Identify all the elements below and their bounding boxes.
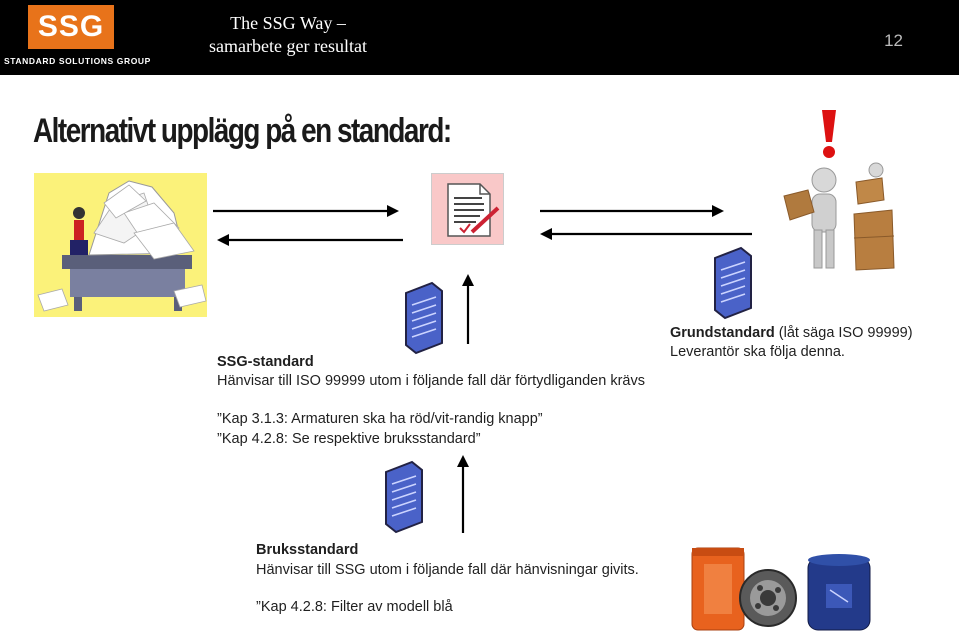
tagline-line-2: samarbete ger resultat	[209, 36, 367, 56]
grundstandard-line-2: Leverantör ska följa denna.	[670, 344, 845, 360]
page-number: 12	[884, 31, 903, 50]
tagline-line-1: The SSG Way –	[230, 13, 346, 33]
bruksstandard-kap: ”Kap 4.2.8: Filter av modell blå	[256, 599, 453, 615]
figure-drawing	[784, 160, 900, 275]
document-icon-lower	[384, 462, 424, 532]
up-arrow-icon	[461, 274, 475, 344]
ssg-logo	[28, 5, 114, 49]
tagline	[178, 12, 398, 58]
arrow-left-bottom-left	[217, 233, 403, 247]
grundstandard-line-1	[670, 324, 913, 343]
ssg-kap-1: ”Kap 3.1.3: Armaturen ska ha röd/vit-randig knapp”	[217, 411, 543, 427]
exclamation-icon	[816, 110, 842, 160]
grundstandard-heading: Grundstandard	[670, 325, 775, 341]
checklist-document-icon	[431, 173, 504, 245]
oil-filters-drawing	[690, 540, 880, 634]
paper-pile-icon	[34, 173, 207, 317]
ssg-kap-2: ”Kap 4.2.8: Se respektive bruksstandard”	[217, 431, 481, 447]
arrow-right-top-right	[540, 204, 724, 218]
logo-subtitle: STANDARD SOLUTIONS GROUP	[4, 56, 151, 66]
header-bar	[0, 0, 959, 75]
bruksstandard-line-2: Hänvisar till SSG utom i följande fall där hänvisningar givits.	[256, 562, 639, 578]
paper-pile-drawing	[34, 173, 207, 317]
document-icon-right	[713, 248, 753, 318]
checklist-drawing	[432, 174, 505, 246]
arrow-right-top-left	[213, 204, 399, 218]
up-arrow-icon-lower	[456, 455, 470, 533]
arrow-left-bottom-right	[540, 227, 752, 241]
ssg-standard-line-2: Hänvisar till ISO 99999 utom i följande fall där förtydliganden krävs	[217, 373, 645, 389]
oil-filters-icon	[690, 540, 880, 634]
grundstandard-heading-suffix: (låt säga ISO 99999)	[774, 325, 913, 341]
logo-text: SSG	[37, 10, 105, 43]
bruksstandard-heading: Bruksstandard	[256, 542, 359, 558]
document-icon	[404, 283, 444, 353]
ssg-standard-heading: SSG-standard	[217, 354, 314, 370]
slide-title: Alternativt upplägg på en standard:	[33, 112, 451, 150]
figure-with-boxes-icon	[784, 160, 900, 275]
